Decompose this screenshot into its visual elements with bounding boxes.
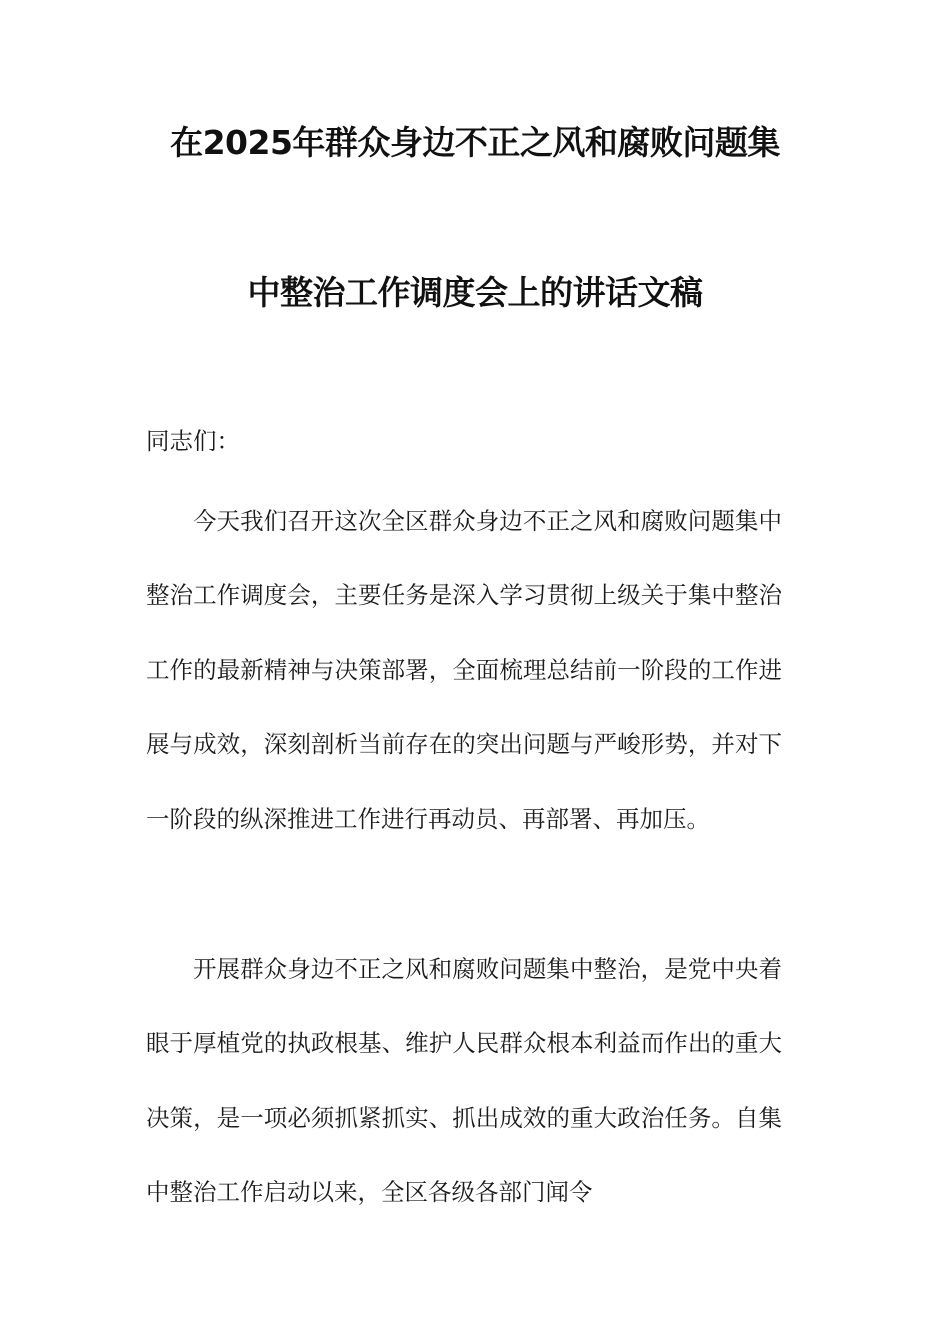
body-paragraph-1: 今天我们召开这次全区群众身边不正之风和腐败问题集中整治工作调度会，主要任务是深入学习贯彻上级关于集中整治工作的最新精神与决策部署，全面梳理总结前一阶段的工作进展与成效，深刻剖析当前存在的突出问题与严峻形势，并对下一阶段的纵深推进工作进行再动员、再部署、再加压。 <box>146 507 782 833</box>
document-title-line-2: 中整治工作调度会上的讲话文稿 <box>247 273 703 312</box>
document-title-line-1: 在2025年群众身边不正之风和腐败问题集 <box>170 123 780 162</box>
body-paragraph-2: 开展群众身边不正之风和腐败问题集中整治，是党中央着眼于厚植党的执政根基、维护人民群众根本利益而作出的重大决策，是一项必须抓紧抓实、抓出成效的重大政治任务。自集中整治工作启动以来，全区各级各部门闻令 <box>146 955 782 1207</box>
salutation: 同志们： <box>146 427 240 455</box>
